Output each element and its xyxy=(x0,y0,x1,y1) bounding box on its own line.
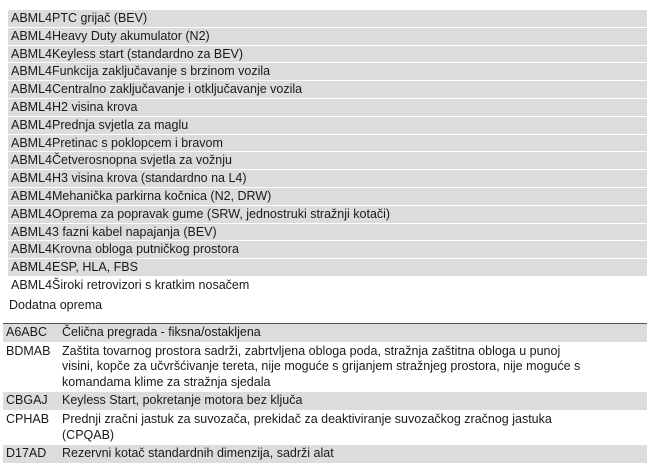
table-row xyxy=(3,411,647,445)
list-item: ABML4Pretinac s poklopcem i bravom xyxy=(8,135,647,153)
list-item: ABML4ESP, HLA, FBS xyxy=(8,259,647,277)
table-row xyxy=(3,445,647,464)
list-item: ABML4Četverosnopna svjetla za vožnju xyxy=(8,152,647,170)
option-description: Čelična pregrada - fiksna/ostakljena xyxy=(62,325,261,339)
standard-equipment-list xyxy=(8,10,647,295)
list-item: ABML4H3 visina krova (standardno na L4) xyxy=(8,170,647,188)
list-item: ABML4Široki retrovizori s kratkim nosačem xyxy=(8,277,647,295)
option-code: CPHAB xyxy=(6,411,50,426)
list-item: ABML4Oprema za popravak gume (SRW, jednostruki stražnji kotači) xyxy=(8,206,647,224)
option-code: D17AD xyxy=(6,446,47,461)
list-item: ABML4Krovna obloga putničkog prostora xyxy=(8,241,647,259)
list-item: ABML4Mehanička parkirna kočnica (N2, DRW) xyxy=(8,188,647,206)
list-item: ABML4Prednja svjetla za maglu xyxy=(8,117,647,135)
list-item: ABML4PTC grijač (BEV) xyxy=(8,10,647,28)
option-code: BDMAB xyxy=(6,343,51,358)
list-item: ABML4Keyless start (standardno za BEV) xyxy=(8,46,647,64)
table-row xyxy=(3,324,647,343)
option-description: Keyless Start, pokretanje motora bez ključa xyxy=(62,393,303,408)
option-code: CBGAJ xyxy=(6,393,48,408)
list-item: ABML4H2 visina krova xyxy=(8,99,647,117)
option-description: Rezervni kotač standardnih dimenzija, sadrži alat xyxy=(62,446,334,461)
list-item: ABML43 fazni kabel napajanja (BEV) xyxy=(8,224,647,242)
list-item: ABML4Heavy Duty akumulator (N2) xyxy=(8,28,647,46)
list-item: ABML4Centralno zaključavanje i otključavanje vozila xyxy=(8,81,647,99)
option-code: A6ABC xyxy=(6,325,47,339)
optional-equipment-table xyxy=(3,323,647,464)
table-row xyxy=(3,343,647,393)
option-description: Zaštita tovarnog prostora sadrži, zabrtvljena obloga poda, stražnja zaštitna obloga u punoj visini, kopče za učvršćivanje tereta, nije moguće s grijanjem stražnjeg prostora, nije moguće s komandama klime za stražnja sjedala xyxy=(62,343,581,389)
table-row xyxy=(3,392,647,411)
list-item: ABML4Funkcija zaključavanje s brzinom vozila xyxy=(8,63,647,81)
option-description: Prednji zračni jastuk za suvozača, prekidač za deaktiviranje suvozačkog zračnog jastuka (CPQAB) xyxy=(62,411,552,442)
section-title: Dodatna oprema xyxy=(9,298,103,312)
